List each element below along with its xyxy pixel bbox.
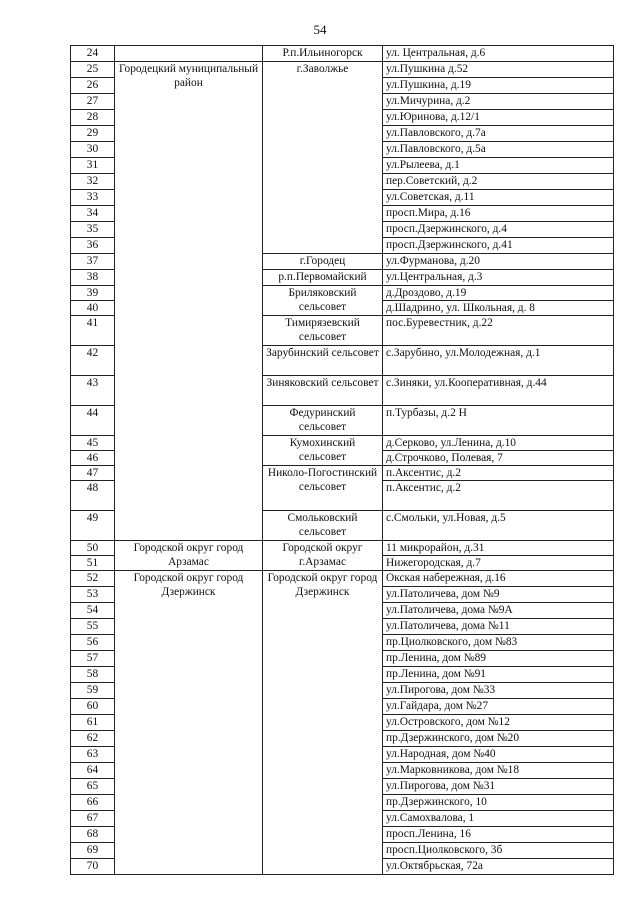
row-number: 24 (71, 46, 115, 62)
row-number: 30 (71, 142, 115, 158)
district-cell: Городецкий муниципальный район (115, 62, 263, 541)
row-number: 61 (71, 715, 115, 731)
address-cell: просп.Дзержинского, д.41 (383, 238, 614, 254)
address-cell: ул.Мичурина, д.2 (383, 94, 614, 110)
row-number: 58 (71, 667, 115, 683)
row-number: 65 (71, 779, 115, 795)
settlement-cell: Николо-Погостинский сельсовет (263, 466, 383, 511)
row-number: 31 (71, 158, 115, 174)
row-number: 32 (71, 174, 115, 190)
row-number: 44 (71, 406, 115, 436)
address-cell: ул.Центральная, д.3 (383, 270, 614, 286)
address-cell: ул.Рылеева, д.1 (383, 158, 614, 174)
row-number: 42 (71, 346, 115, 376)
address-cell: д.Шадрино, ул. Школьная, д. 8 (383, 301, 614, 316)
table-row (71, 46, 614, 62)
row-number: 64 (71, 763, 115, 779)
address-cell: пр.Ленина, дом №89 (383, 651, 614, 667)
address-cell: пер.Советский, д.2 (383, 174, 614, 190)
row-number: 66 (71, 795, 115, 811)
address-cell: Нижегородская, д.7 (383, 556, 614, 571)
address-cell: с.Зиняки, ул.Кооперативная, д.44 (383, 376, 614, 406)
settlement-cell: Городской округ город Дзержинск (263, 571, 383, 875)
row-number: 54 (71, 603, 115, 619)
address-cell: ул.Патоличева, дом №9 (383, 587, 614, 603)
page-number: 54 (313, 22, 327, 37)
row-number: 38 (71, 270, 115, 286)
row-number: 28 (71, 110, 115, 126)
settlement-cell: г.Заволжье (263, 62, 383, 254)
address-cell: просп.Дзержинского, д.4 (383, 222, 614, 238)
table-row (71, 62, 614, 78)
row-number: 51 (71, 556, 115, 571)
row-number: 52 (71, 571, 115, 587)
row-number: 56 (71, 635, 115, 651)
address-cell: ул.Юринова, д.12/1 (383, 110, 614, 126)
row-number: 68 (71, 827, 115, 843)
row-number: 25 (71, 62, 115, 78)
district-cell-empty (115, 46, 263, 62)
address-cell: ул. Центральная, д.6 (383, 46, 614, 62)
address-cell: ул.Октябрьская, 72а (383, 859, 614, 875)
row-number: 43 (71, 376, 115, 406)
row-number: 62 (71, 731, 115, 747)
row-number: 35 (71, 222, 115, 238)
settlement-cell: Городской округ г.Арзамас (263, 541, 383, 571)
row-number: 50 (71, 541, 115, 556)
address-cell: ул.Пушкина, д.19 (383, 78, 614, 94)
address-cell: ул.Павловского, д.5а (383, 142, 614, 158)
address-cell: ул.Пирогова, дом №33 (383, 683, 614, 699)
row-number: 33 (71, 190, 115, 206)
row-number: 27 (71, 94, 115, 110)
address-cell: ул.Фурманова, д.20 (383, 254, 614, 270)
address-cell: пр.Дзержинского, 10 (383, 795, 614, 811)
address-cell: с.Зарубино, ул.Молодежная, д.1 (383, 346, 614, 376)
district-cell: Городской округ город Арзамас (115, 541, 263, 571)
address-table-body (71, 46, 614, 875)
row-number: 60 (71, 699, 115, 715)
settlement-cell: Тимирязевский сельсовет (263, 316, 383, 346)
row-number: 46 (71, 451, 115, 466)
row-number: 37 (71, 254, 115, 270)
settlement-cell: р.п.Первомайский (263, 270, 383, 286)
row-number: 67 (71, 811, 115, 827)
address-cell: п.Турбазы, д.2 Н (383, 406, 614, 436)
address-cell: ул.Пушкина д.52 (383, 62, 614, 78)
settlement-cell: Федуринский сельсовет (263, 406, 383, 436)
row-number: 70 (71, 859, 115, 875)
settlement-cell: Кумохинский сельсовет (263, 436, 383, 466)
row-number: 40 (71, 301, 115, 316)
row-number: 34 (71, 206, 115, 222)
row-number: 59 (71, 683, 115, 699)
address-cell: Окская набережная, д.16 (383, 571, 614, 587)
settlement-cell: Зиняковский сельсовет (263, 376, 383, 406)
address-cell: ул.Пирогова, дом №31 (383, 779, 614, 795)
address-cell: пр.Ленина, дом №91 (383, 667, 614, 683)
row-number: 41 (71, 316, 115, 346)
address-cell: ул.Павловского, д.7а (383, 126, 614, 142)
address-cell: ул.Самохвалова, 1 (383, 811, 614, 827)
address-cell: д.Строчково, Полевая, 7 (383, 451, 614, 466)
address-cell: просп.Циолковского, 3б (383, 843, 614, 859)
address-cell: п.Аксентис, д.2 (383, 481, 614, 511)
address-cell: ул.Патоличева, дома №9А (383, 603, 614, 619)
settlement-cell: г.Городец (263, 254, 383, 270)
address-cell: пос.Буревестник, д.22 (383, 316, 614, 346)
row-number: 45 (71, 436, 115, 451)
row-number: 48 (71, 481, 115, 511)
row-number: 26 (71, 78, 115, 94)
row-number: 49 (71, 511, 115, 541)
settlement-cell: Зарубинский сельсовет (263, 346, 383, 376)
address-cell: ул.Гайдара, дом №27 (383, 699, 614, 715)
address-cell: д.Дроздово, д.19 (383, 286, 614, 301)
address-cell: ул.Марковникова, дом №18 (383, 763, 614, 779)
settlement-cell: Смольковский сельсовет (263, 511, 383, 541)
row-number: 29 (71, 126, 115, 142)
row-number: 55 (71, 619, 115, 635)
address-cell: п.Аксентис, д.2 (383, 466, 614, 481)
address-cell: ул.Патоличева, дома №11 (383, 619, 614, 635)
address-cell: ул.Островского, дом №12 (383, 715, 614, 731)
address-cell: с.Смольки, ул.Новая, д.5 (383, 511, 614, 541)
address-cell: пр.Циолковского, дом №83 (383, 635, 614, 651)
table-row (71, 571, 614, 587)
settlement-cell: Бриляковский сельсовет (263, 286, 383, 316)
address-cell: 11 микрорайон, д.31 (383, 541, 614, 556)
row-number: 36 (71, 238, 115, 254)
row-number: 53 (71, 587, 115, 603)
address-cell: пр.Дзержинского, дом №20 (383, 731, 614, 747)
address-cell: просп.Ленина, 16 (383, 827, 614, 843)
row-number: 57 (71, 651, 115, 667)
address-table (70, 45, 614, 875)
row-number: 69 (71, 843, 115, 859)
address-cell: ул.Советская, д.11 (383, 190, 614, 206)
settlement-cell: Р.п.Ильиногорск (263, 46, 383, 62)
address-cell: д.Серково, ул.Ленина, д.10 (383, 436, 614, 451)
district-cell: Городской округ город Дзержинск (115, 571, 263, 875)
row-number: 63 (71, 747, 115, 763)
row-number: 39 (71, 286, 115, 301)
table-row (71, 541, 614, 556)
address-cell: просп.Мира, д.16 (383, 206, 614, 222)
address-cell: ул.Народная, дом №40 (383, 747, 614, 763)
row-number: 47 (71, 466, 115, 481)
